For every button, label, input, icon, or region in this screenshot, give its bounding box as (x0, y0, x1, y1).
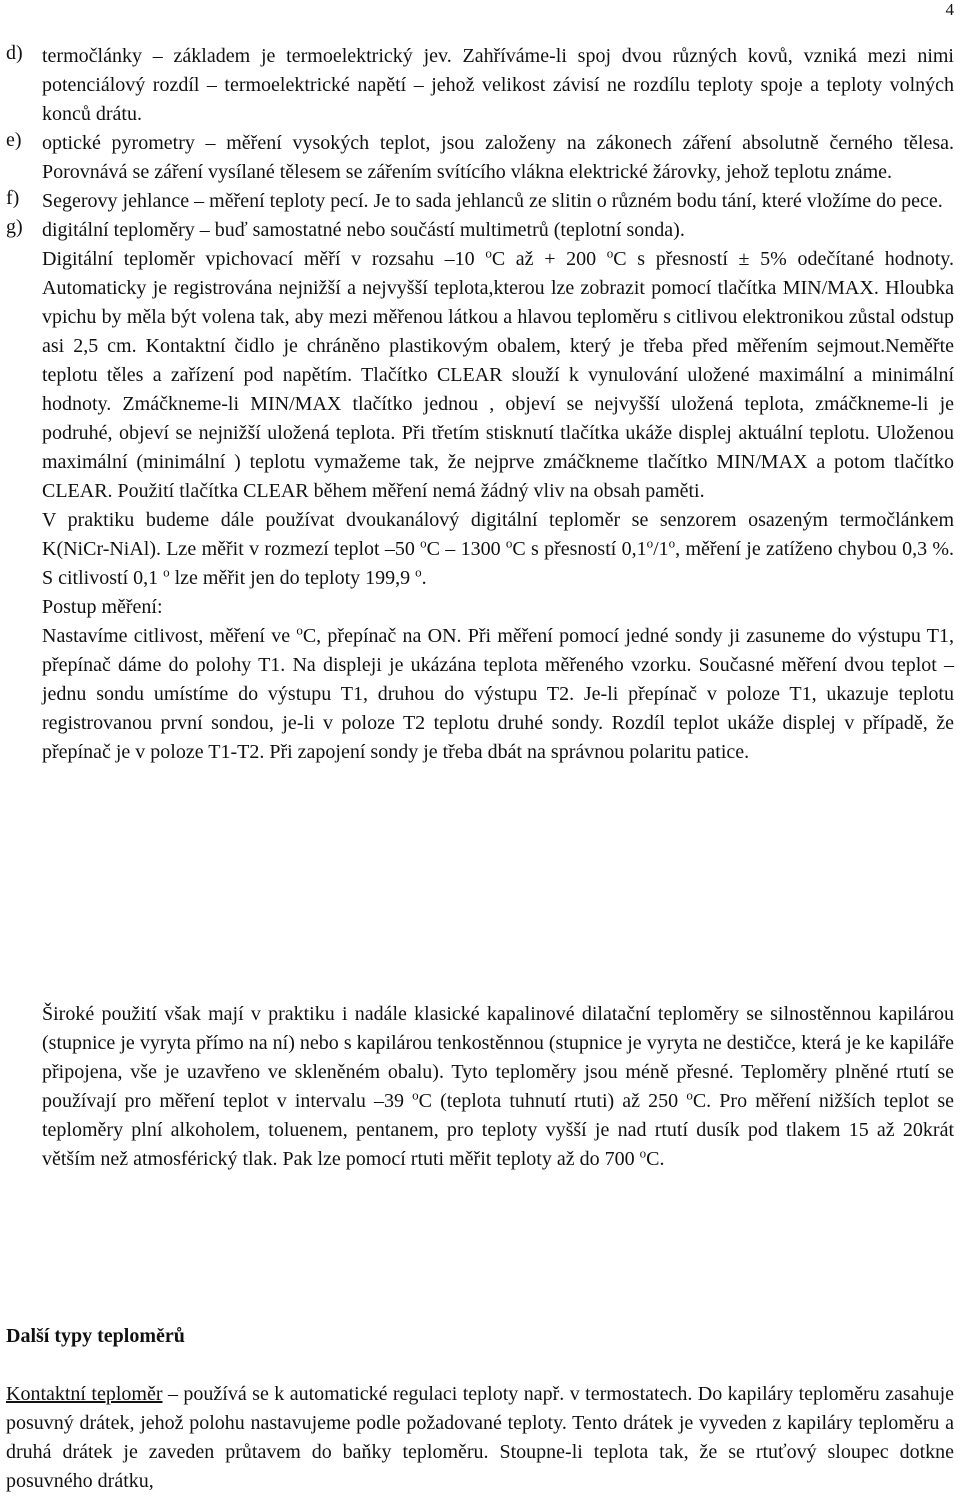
digital-thermometer-paragraph (42, 245, 954, 506)
list-marker: f) (6, 187, 20, 209)
list-item-text: Segerovy jehlance – měření teploty pecí. Je to sada jehlanců ze slitin o různém bodu tání, které vložíme do pece. (42, 190, 943, 212)
text-run: /1 (653, 538, 669, 560)
list-item-text: optické pyrometry – měření vysokých teplot, jsou založeny na zákonech záření absolutně černého tělesa. Porovnává se záření vysílané tělesem se zářením svítícího vlákna elektrické žárovky, jehož teplotu známe. (42, 132, 954, 183)
list-item-d (6, 42, 954, 129)
degree-mark: o (505, 535, 513, 551)
list-item-text: termočlánky – základem je termoelektrický jev. Zahříváme-li spoj dvou různých kovů, vzniká mezi nimi potenciálový rozdíl – termoelektrické napětí – jehož velikost závisí ne rozdílu teploty spoje a teploty volných konců drátu. (42, 45, 954, 125)
text-run: lze měřit jen do teploty 199,9 (169, 567, 416, 589)
list-item-g (6, 216, 954, 245)
text-run: C. (646, 1148, 665, 1170)
degree-mark: o (420, 535, 427, 551)
list-marker: d) (6, 42, 23, 64)
degree-mark: o (296, 622, 303, 638)
list-item-f (6, 187, 954, 216)
text-run: . (421, 567, 427, 589)
section-heading: Další typy teploměrů (6, 1325, 185, 1347)
list-marker: g) (6, 216, 23, 238)
contact-thermometer-term: Kontaktní teploměr (6, 1383, 163, 1405)
text-run: Digitální teploměr vpichovací měří v rozsahu –10 (42, 248, 486, 270)
degree-mark: o (163, 564, 170, 580)
degree-mark: o (639, 1145, 647, 1161)
text-run: C až + 200 (491, 248, 607, 270)
text-run: C – 1300 (426, 538, 506, 560)
text-run: , měření je zatíženo chybou 0,3 %. S citlivostí 0,1 (42, 538, 955, 589)
page-number: 4 (945, 0, 954, 19)
text-run: C. Pro měření nižších teplot se teploměry plní alkoholem, toluenem, pentanem, pro teploty vyšší je nad rtutí dusík pod tlakem 15 až 20krát větším než atmosférický tlak. Pak lze pomocí rtuti měřit teploty až do 700 (42, 1090, 954, 1170)
list-item-text: digitální teploměry – buď samostatné nebo součástí multimetrů (teplotní sonda). (42, 219, 685, 241)
procedure-paragraph (42, 622, 954, 767)
liquid-thermometers-paragraph (42, 1000, 954, 1174)
procedure-title: Postup měření: (42, 596, 163, 618)
contact-thermometer-paragraph (6, 1380, 954, 1496)
contact-thermometer-block (6, 1380, 954, 1496)
text-run: C, přepínač na ON. Při měření pomocí jedné sondy ji zasuneme do výstupu T1, přepínač dáme do polohy T1. Na displeji je ukázána teplota měřeného vzorku. Současné měření dvou teplot – jednu sondu umístíme do výstupu T1, druhou do výstupu T2. Je-li přepínač v poloze T1, ukazuje teplotu registrovanou první sondou, je-li v poloze T2 teplotu druhé sondy. Rozdíl teplot ukáže displej v případě, že přepínač je v poloze T1-T2. Při zapojení sondy je třeba dbát na správnou polaritu patice. (42, 625, 955, 763)
degree-mark: o (668, 535, 676, 551)
text-run: Nastavíme citlivost, měření ve (42, 625, 297, 647)
text-run: C (teplota tuhnutí rtuti) až 250 (418, 1090, 687, 1112)
text-run: V praktiku budeme dále používat dvoukanálový digitální teploměr se senzorem osazeným termočlánkem K(NiCr-NiAl). Lze měřit v rozmezí teplot –50 (42, 509, 954, 560)
section-heading-block (6, 1322, 954, 1351)
text-run: C s přesností ± 5% odečítané hodnoty. Automaticky je registrována nejnižší a nejvyšší teplota,kterou lze zobrazit pomocí tlačítka MIN/MAX. Hloubka vpichu by měla být volena tak, aby mezi měřenou látkou a hlavou teploměru s citlivou elektronikou zůstal odstup asi 2,5 cm. Kontaktní čidlo je chráněno plastikovým obalem, který je třeba před měřením sejmout.Neměřte teplotu těles a zařízení pod napětím. Tlačítko CLEAR slouží k vynulování uložené maximální a minimální hodnoty. Zmáčkneme-li MIN/MAX tlačítko jednou , objeví se nejvyšší uložená teplota, zmáčkneme-li je podruhé, objeví se nejnižší uložená teplota. Při třetím stisknutí tlačítka ukáže displej aktuální teplotu. Uloženou maximální (minimální ) teplotu vymažeme tak, že nejprve zmáčkneme tlačítko MIN/MAX a potom tlačítko CLEAR. Použití tlačítka CLEAR během měření nemá žádný vliv na obsah paměti. (42, 248, 955, 502)
list-item-e (6, 129, 954, 187)
degree-mark: o (412, 1087, 419, 1103)
text-run: C s přesností 0,1 (512, 538, 647, 560)
degree-mark: o (415, 564, 422, 580)
thermometer-types-list (6, 42, 954, 767)
list-marker: e) (6, 129, 22, 151)
text-run: Široké použití však mají v praktiku i nadále klasické kapalinové dilatační teploměry se silnostěnnou kapilárou (stupnice je vyryta přímo na ní) nebo s kapilárou tenkostěnnou (stupnice je vyryta ne destičce, která je ke kapiláře připojena, vše je uzavřeno ve skleněném obalu). Tyto teploměry jsou méně přesné. Teploměry plněné rtutí se používají pro měření teplot v intervalu –39 (42, 1003, 954, 1112)
degree-mark: o (646, 535, 654, 551)
degree-mark: o (606, 245, 614, 261)
degree-mark: o (485, 245, 492, 261)
degree-mark: o (686, 1087, 693, 1103)
text-run: – používá se k automatické regulaci teploty např. v termostatech. Do kapiláry teploměru zasahuje posuvný drátek, jehož polohu nastavujeme podle požadované teploty. Tento drátek je vyveden z kapiláry teploměru a druhá drátek je zaveden průtavem do baňky teploměru. Stoupne-li teplota tak, že se rtuťový sloupec dotkne posuvného drátku, (6, 1383, 955, 1492)
two-channel-thermometer-paragraph (42, 506, 954, 593)
